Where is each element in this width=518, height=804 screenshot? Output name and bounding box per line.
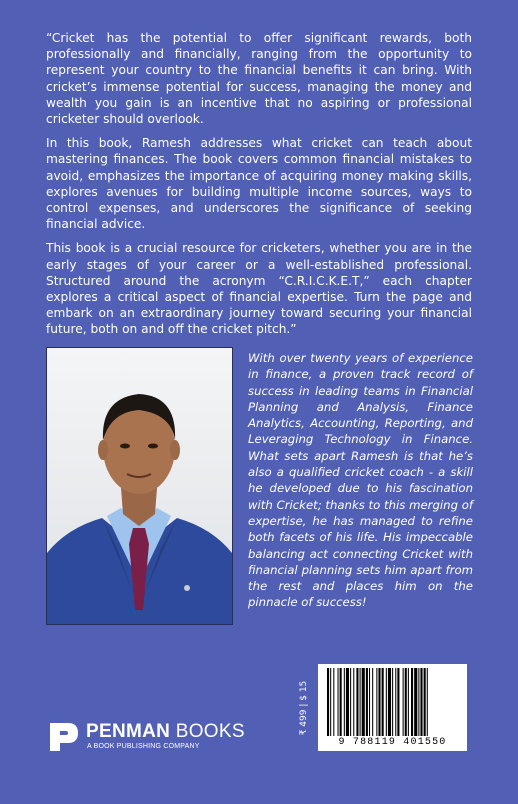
barcode-bar [366, 668, 368, 736]
barcode-bar [414, 668, 417, 736]
barcode-bar [327, 668, 329, 736]
barcode-bar [388, 668, 391, 736]
blurb-paragraph-2: In this book, Ramesh addresses what cricket can teach about mastering finances. The book covers common financial mistakes to avoid, emphasizes the importance of acquiring money making skills, explores avenues for building multiple income sources, ways to control expenses, and underscores the significance of seeking financial advice. [46, 136, 472, 232]
penman-logo-icon [48, 719, 82, 753]
barcode-bar [405, 668, 407, 736]
barcode-bar [411, 668, 413, 736]
publisher-tagline: A BOOK PUBLISHING COMPANY [87, 743, 200, 750]
barcode-bar [356, 668, 358, 736]
barcode-bar [392, 668, 393, 736]
barcode-bar [362, 668, 365, 736]
isbn-number: 9 788119 401550 [338, 737, 447, 748]
barcode-bar [340, 668, 342, 736]
isbn-barcode [318, 664, 467, 751]
author-bio: With over twenty years of experience in finance, a proven track record of success in leading teams in Financial Planning and Analysis, Finance Analytics, Accounting, Reporting, and Leveraging Technology in Finance. What sets apart Ramesh is that he’s also a qualified cricket coach - a skill he developed due to his fascination with Cricket; thanks to this merging of expertise, he has managed to refine both facets of his life. His impeccable balancing act connecting Cricket with financial planning sets him apart from the rest and places him on the pinnacle of success! [248, 351, 473, 610]
barcode-bar [403, 668, 404, 736]
barcode-bar [344, 668, 345, 736]
barcode-bar [378, 668, 380, 736]
barcode-bar [350, 668, 351, 736]
barcode-bar [420, 668, 422, 736]
back-cover-blurb [46, 30, 472, 346]
publisher-name: PENMAN BOOKS [86, 721, 245, 742]
publisher-logo [48, 719, 258, 759]
barcode-bar [386, 668, 387, 736]
barcode-bar [353, 668, 354, 736]
blurb-paragraph-3: This book is a crucial resource for cricketers, whether you are in the early stages of your career or a well-established professional. Structured around the acronym “C.R.I.C.K.E.T,” each chapter explores a critical aspect of financial expertise. Turn the page and embark on an extraordinary journey toward securing your financial future, both on and off the cricket pitch.” [46, 241, 472, 337]
barcode-graphic [327, 668, 458, 736]
blurb-paragraph-1: “Cricket has the potential to offer significant rewards, both professionally and financially, ranging from the opportunity to represent your country to the financial benefits it can bring. With cricket’s immense potential for success, managing the money and wealth you gain is an incentive that no aspiring or professional cricketer should overlook. [46, 31, 472, 127]
barcode-bar [338, 668, 339, 736]
barcode-bar [376, 668, 377, 736]
price-label: ₹ 499 | $ 15 [299, 680, 309, 736]
barcode-bar [333, 668, 334, 736]
barcode-bar [330, 668, 331, 736]
barcode-bar [397, 668, 399, 736]
barcode-bar [360, 668, 361, 736]
barcode-bar [382, 668, 384, 736]
barcode-bar [427, 668, 428, 736]
barcode-bar [395, 668, 396, 736]
author-photo [46, 347, 233, 625]
barcode-bar [408, 668, 409, 736]
barcode-bar [372, 668, 373, 736]
barcode-bar [424, 668, 426, 736]
barcode-bar [369, 668, 370, 736]
barcode-bar [418, 668, 419, 736]
barcode-bar [346, 668, 349, 736]
